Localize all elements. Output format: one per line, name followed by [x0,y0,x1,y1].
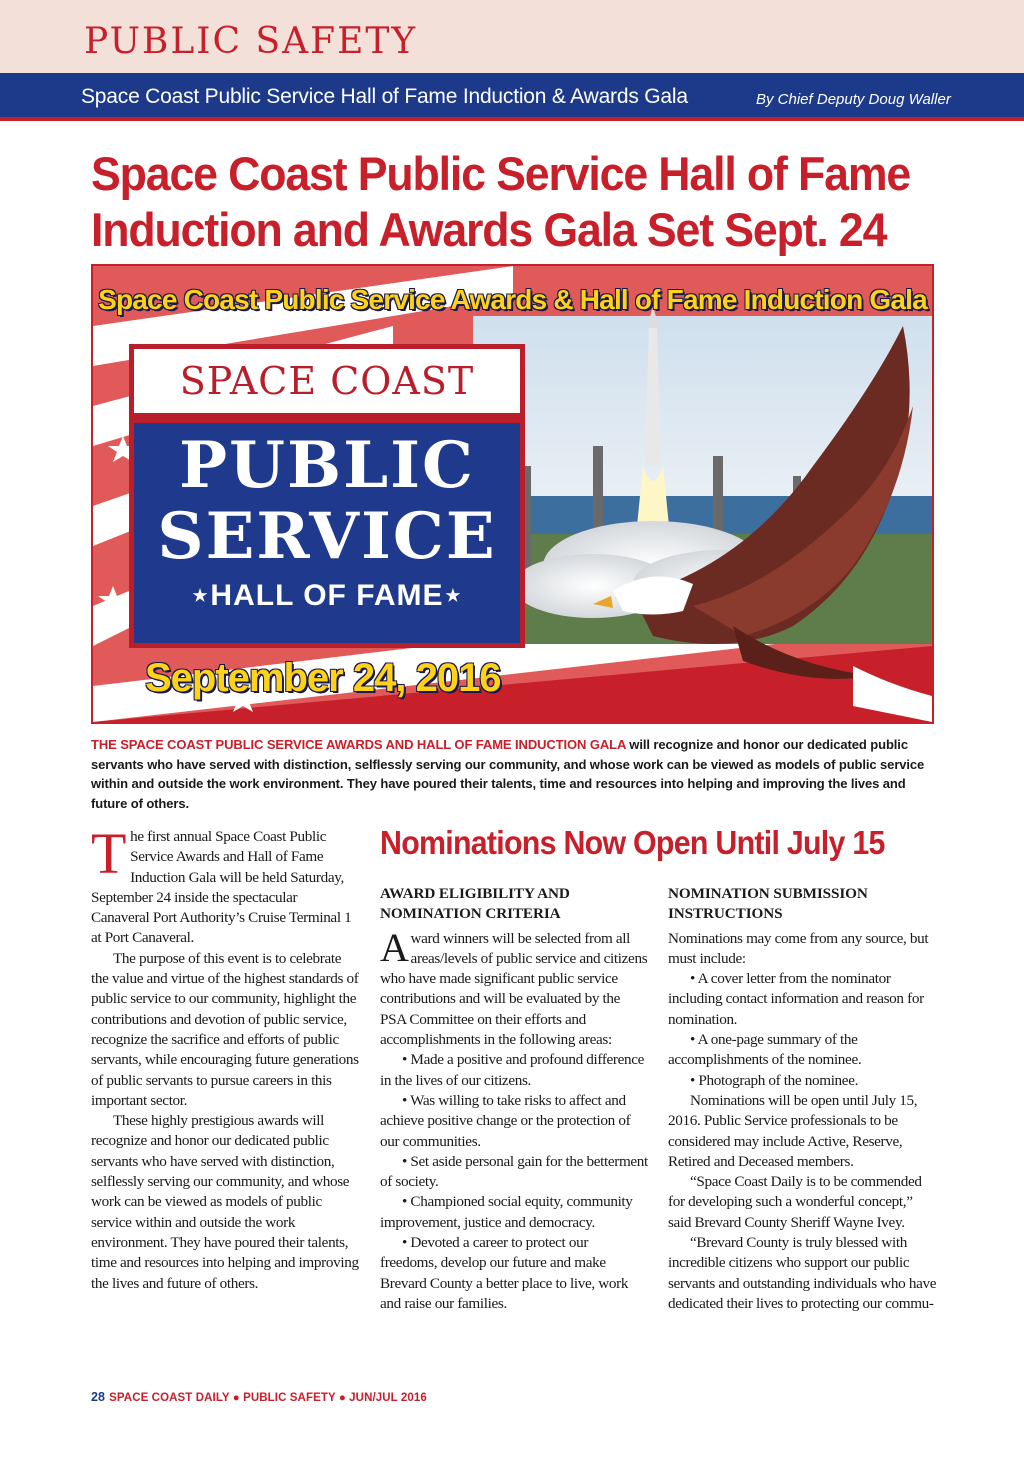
section-title: PUBLIC SAFETY [84,21,418,62]
logo-line-service: SERVICE [157,499,497,574]
hero-banner-text: Space Coast Public Service Awards & Hall of Fame Induction Gala [98,284,927,315]
article-column-2 [380,884,648,1314]
col3-bullet-2: • A one-page summary of the accomplishments of the nominee. [668,1031,862,1069]
headline [91,146,946,258]
col3-bullet-1: • A cover letter from the nominator including contact information and reason for nomination. [668,970,924,1028]
logo-line-hall-of-fame: ⋆HALL OF FAME⋆ [190,579,464,612]
col2-bullet-5: • Devoted a career to protect our freedoms, develop our future and make Brevard County a better place to live, work and raise our families. [380,1234,629,1312]
col3-paragraph-4: “Brevard County is truly blessed with incredible citizens who support our public servants and outstanding individuals who have dedicated their lives to protecting our commu- [668,1234,937,1312]
col2-paragraph-1: ward winners will be selected from all areas/levels of public service and citizens who have made significant public service contributions and will be evaluated by the PSA Committee on their efforts and accomplishments in the following areas: [380,929,648,1049]
page-number: 28 [91,1390,106,1404]
caption-lead: THE SPACE COAST PUBLIC SERVICE AWARDS AND HALL OF FAME INDUCTION GALA [91,737,626,752]
article-column-3 [668,884,938,1314]
page-footer [91,1390,427,1404]
section-band [0,0,1024,73]
drop-cap: T [91,821,127,886]
col2-bullet-3: • Set aside personal gain for the betterment of society. [380,1152,648,1191]
col1-paragraph-3: These highly prestigious awards will recognize and honor our dedicated public servants who have served with distinction, selflessly serving our community, and whose work can be viewed as models of public service within and outside the work environment. They have poured their talents, time and resources into helping and improving the lives and future of others. [91,1112,359,1292]
headline-line-1: Space Coast Public Service Hall of Fame [91,147,911,200]
article-bar [0,73,1024,121]
col1-paragraph-2: The purpose of this event is to celebrate the value and virtue of the highest standards of public service to our community, highlight the contributions and devotion of public service, recognize the sacrifice and efforts of public servants, while encouraging future generations of public servants to pursue careers in this important sector. [91,949,359,1109]
col3-bullet-3: • Photograph of the nominee. [690,1071,859,1089]
col3-paragraph-2: Nominations will be open until July 15, 2016. Public Service professionals to be considered may include Active, Reserve, Retired and Deceased members. [668,1091,918,1170]
hero-image [91,264,934,724]
col2-bullet-1: • Made a positive and profound difference in the lives of our citizens. [380,1051,645,1089]
photo-caption [91,735,935,813]
logo-top-box [129,344,525,418]
col1-paragraph-1: he first annual Space Coast Public Service Awards and Hall of Fame Induction Gala will be held Saturday, September 24 inside the spectacular Canaveral Port Authority’s Cruise Terminal 1 at Port Canaveral. [91,828,352,947]
col2-heading: AWARD ELIGIBILITY AND NOMINATION CRITERIA [380,885,570,923]
col3-heading: NOMINATION SUBMISSION INSTRUCTIONS [668,885,868,923]
logo-line-public: PUBLIC [179,428,475,503]
byline: By Chief Deputy Doug Waller [756,91,951,108]
logo-main-box [129,418,525,648]
hall-of-fame-logo [129,344,525,648]
col3-paragraph-3: “Space Coast Daily is to be commended for developing such a wonderful concept,” said Brevard County Sheriff Wayne Ivey. [668,1173,922,1231]
article-bar-title: Space Coast Public Service Hall of Fame Induction & Awards Gala [81,85,688,108]
caption-text: will recognize and honor our dedicated public servants who have served with distinction, selflessly serving our community, and whose work can be viewed as models of public service within and outside the work environment. They have poured their talents, time and resources into helping and improving the lives and future of others. [91,737,925,811]
col3-paragraph-1: Nominations may come from any source, but must include: [668,929,929,967]
footer-text: SPACE COAST DAILY ● PUBLIC SAFETY ● JUN/JUL 2016 [109,1392,427,1404]
hero-date: September 24, 2016 [145,656,501,700]
logo-top-text: SPACE COAST [179,359,475,403]
drop-cap-a: A [380,924,409,970]
col2-bullet-2: • Was willing to take risks to affect and achieve positive change or the protection of our communities. [380,1091,631,1150]
article-column-1 [91,821,359,1294]
col2-bullet-4: • Championed social equity, community improvement, justice and democracy. [380,1193,633,1231]
subheadline: Nominations Now Open Until July 15 [380,824,885,861]
headline-line-2: Induction and Awards Gala Set Sept. 24 [91,203,887,256]
